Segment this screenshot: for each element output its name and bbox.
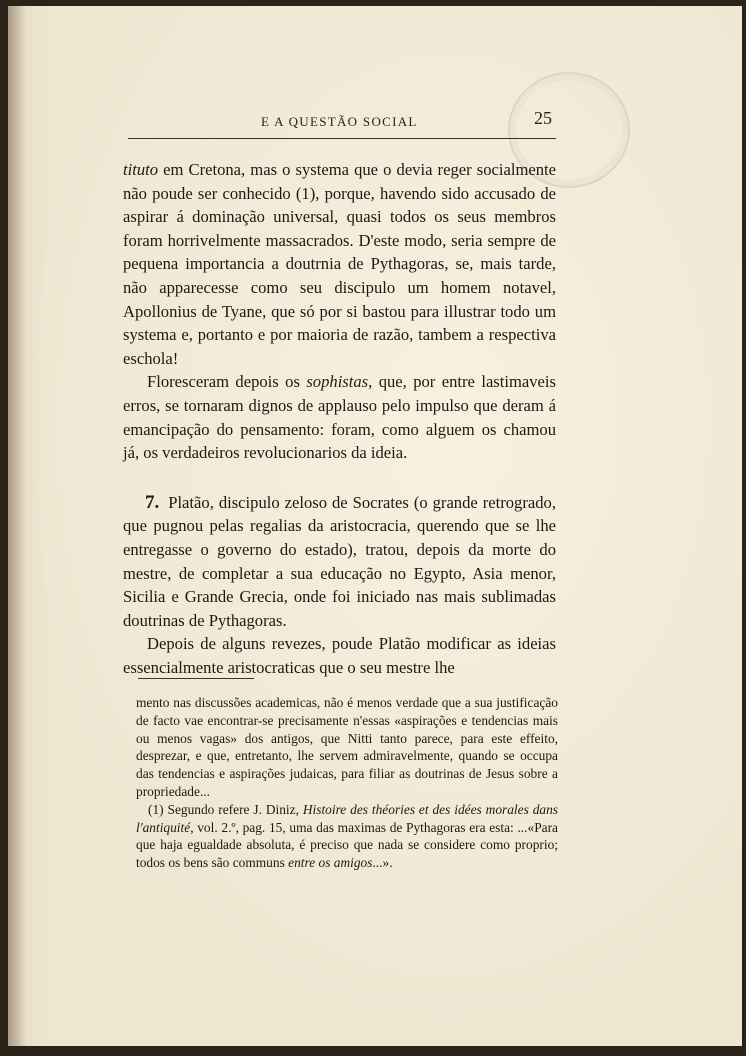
main-text: [123, 158, 556, 679]
running-title: E A QUESTÃO SOCIAL: [261, 114, 418, 129]
spine-shadow: [8, 6, 26, 1046]
running-head: [128, 108, 556, 139]
paragraph-2-italic: sophistas: [306, 372, 369, 392]
paragraph-2: [123, 370, 556, 464]
footnotes: [136, 694, 558, 872]
page-number: 25: [534, 108, 552, 128]
paragraph-4: Depois de alguns revezes, poude Platão modificar as ideias essencialmente aristocraticas que o seu mestre lhe: [123, 634, 556, 677]
section-7-paragraph: [123, 491, 556, 633]
paragraph-2-text-a: Floresceram depois os: [147, 372, 307, 392]
footnote-1-text-a: (1) Segundo refere J. Diniz,: [148, 801, 303, 817]
footnote-1: [136, 801, 558, 872]
footnote-1-text-b: , vol. 2.º, pag. 15, uma das maximas de Pythagoras era esta: ...«Para que haja egualdade absoluta, é preciso que nada se considere como proprio; todos os bens são communs: [136, 819, 558, 871]
section-7-text: Platão, discipulo zeloso de Socrates (o grande retrogrado, que pugnou pelas regalias da aristocracia, querendo que se lhe entregasse o governo do estado), tratou, depois da morte do mestre, de completar a sua educação no Egypto, Asia menor, Sicilia e Grande Grecia, onde foi iniciado nas mais sublimadas doutrinas de Pythagoras.: [123, 492, 556, 630]
section-number: 7.: [145, 491, 160, 513]
footnote-1-italic-title: Histoire des théories et des idées morales dans l'antiquité: [136, 801, 558, 835]
paragraph-1: [123, 158, 556, 370]
paragraph-2-text-b: , que, por entre lastimaveis erros, se tornaram dignos de applauso pelo impulso que deram á emancipação do pensamento: foram, como alguem os chamou já, os verdadeiros revolucionarios da ideia.: [123, 372, 556, 463]
footnote-1-italic-end: entre os amigos: [288, 855, 373, 871]
footnote-divider: [138, 678, 254, 679]
footnote-continued: mento nas discussões academicas, não é menos verdade que a sua justificação de facto vae encontrar-se precisamente n'essas «aspirações e tendencias mais ou menos vagas» dos antigos, que Nitti tanto parece, para este effeito, desprezar, e que, entretanto, lhe servem admiravelmente, quando se occupa das tendencias e aspirações judaicas, para filiar as doutrinas de Jesus sobre a propriedade...: [136, 695, 558, 799]
footnote-1-text-c: ...».: [372, 855, 393, 871]
paragraph-1-italic: tituto: [123, 160, 159, 179]
paragraph-1-text: em Cretona, mas o systema que o devia reger socialmente não poude ser conhecido (1), porque, havendo sido accusado de aspirar á dominação universal, quasi todos os seus membros foram horrivelmente massacrados. D'este modo, seria sempre de pequena importancia a doutrnia de Pythagoras, se, mais tarde, não apparecesse como seu discipulo um homem notavel, Apollonius de Tyane, que só por si bastou para illustrar todo um systema e, portanto e por maioria de razão, tambem a respectiva eschola!: [123, 160, 556, 368]
